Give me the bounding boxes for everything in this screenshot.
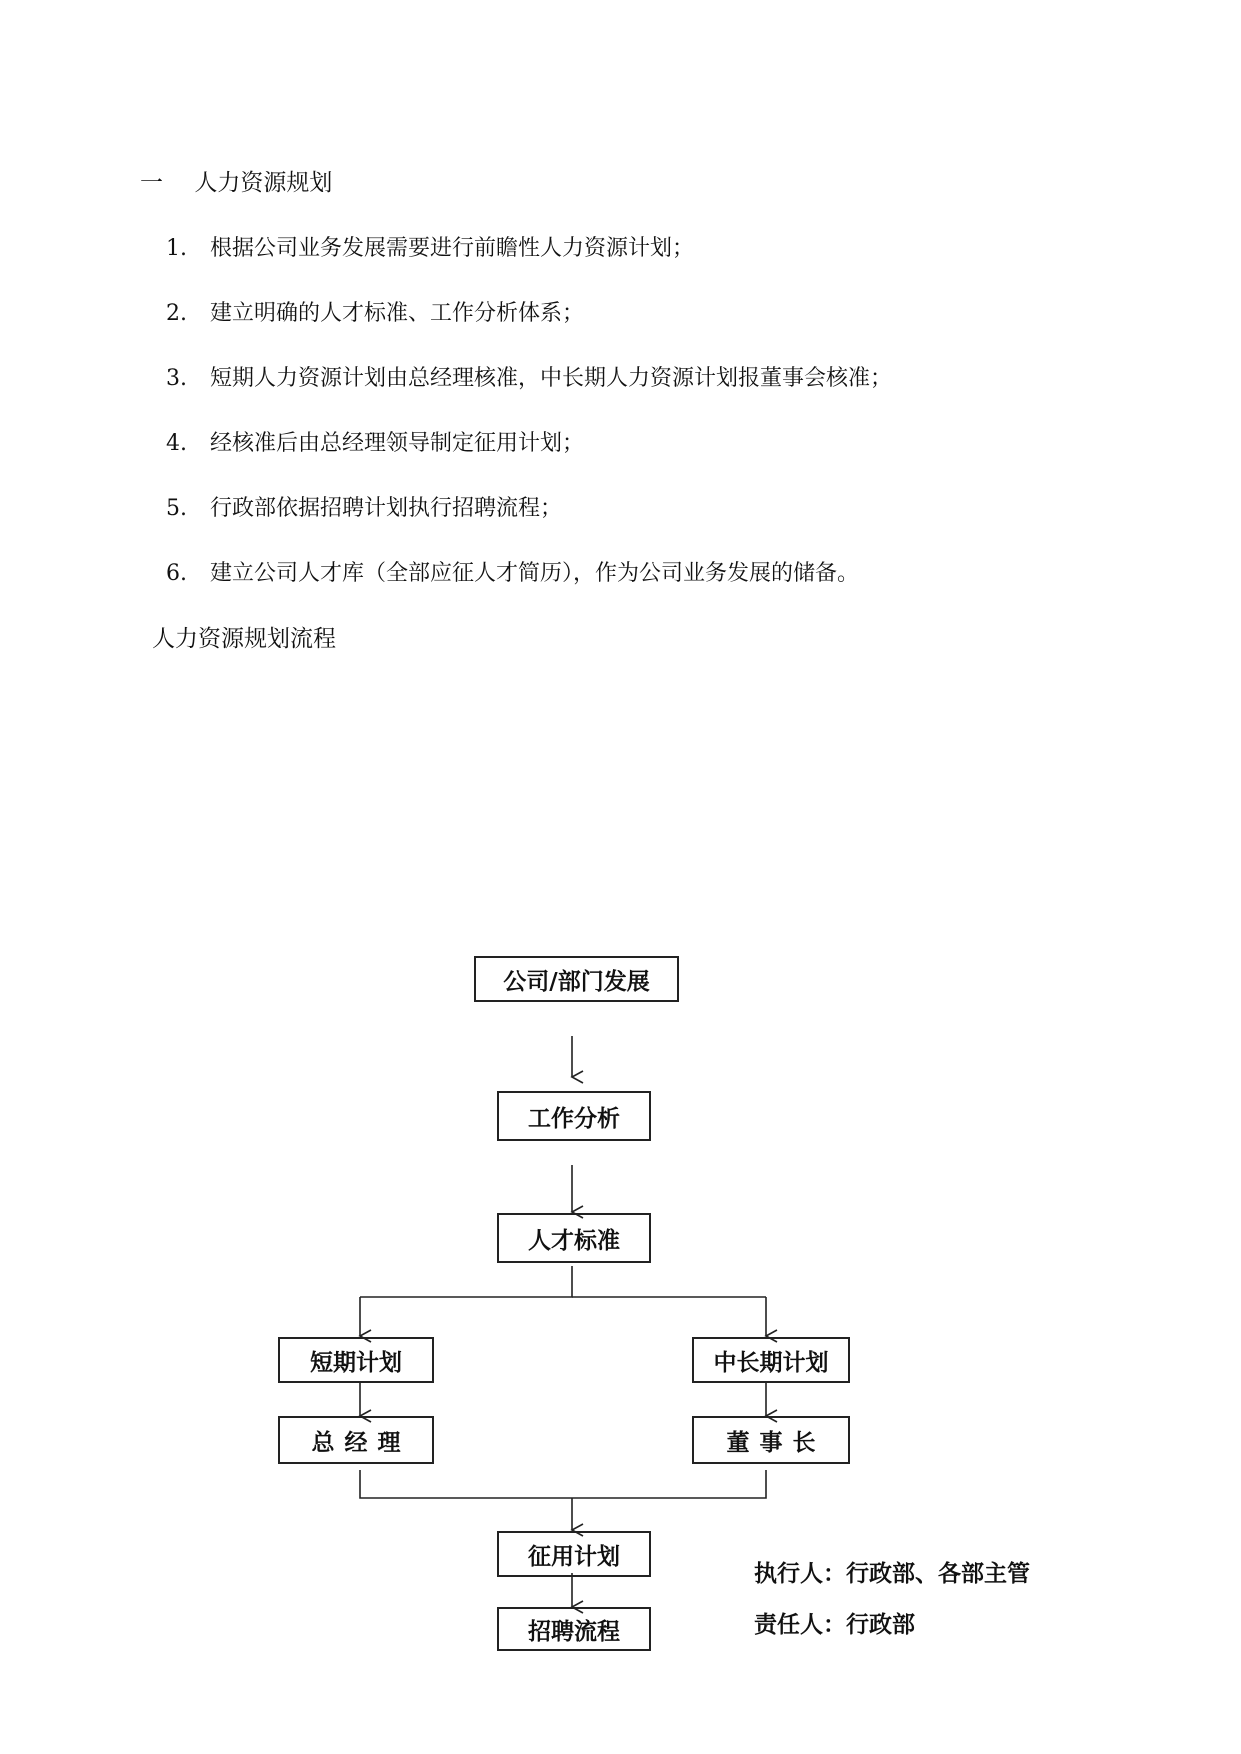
flow-node-recruitment-plan: 征用计划 bbox=[497, 1531, 651, 1577]
list-item-text: 行政部依据招聘计划执行招聘流程； bbox=[210, 496, 563, 521]
merge-line-right bbox=[572, 1470, 766, 1498]
responsible-note: 责任人：行政部 bbox=[754, 1612, 915, 1638]
section-number: 一 bbox=[140, 170, 163, 196]
flow-node-board-chairman: 董事长 bbox=[692, 1416, 850, 1464]
list-item-text: 建立公司人才库（全部应征人才简历），作为公司业务发展的储备。 bbox=[210, 561, 860, 586]
executor-note: 执行人：行政部、各部主管 bbox=[754, 1561, 1030, 1587]
list-item-number: 5. bbox=[166, 496, 187, 521]
list-item-number: 2. bbox=[166, 301, 187, 326]
list-item-number: 4. bbox=[166, 431, 187, 456]
branch-line bbox=[360, 1266, 572, 1297]
list-item-number: 6. bbox=[166, 561, 187, 586]
flow-node-general-manager: 总经理 bbox=[278, 1416, 434, 1464]
list-item-text: 建立明确的人才标准、工作分析体系； bbox=[210, 301, 585, 326]
list-item-text: 短期人力资源计划由总经理核准，中长期人力资源计划报董事会核准； bbox=[210, 366, 893, 391]
flow-title: 人力资源规划流程 bbox=[152, 626, 336, 652]
flow-node-short-term-plan: 短期计划 bbox=[278, 1337, 434, 1383]
list-item-number: 1. bbox=[166, 236, 187, 261]
flow-node-job-analysis: 工作分析 bbox=[497, 1091, 651, 1141]
flow-node-talent-standard: 人才标准 bbox=[497, 1213, 651, 1263]
list-item-text: 根据公司业务发展需要进行前瞻性人力资源计划； bbox=[210, 236, 695, 261]
list-item-text: 经核准后由总经理领导制定征用计划； bbox=[210, 431, 585, 456]
flow-node-recruitment-process: 招聘流程 bbox=[497, 1607, 651, 1651]
flow-node-company-development: 公司/部门发展 bbox=[474, 956, 679, 1002]
section-title: 人力资源规划 bbox=[194, 170, 333, 196]
flow-node-mid-long-term-plan: 中长期计划 bbox=[692, 1337, 850, 1383]
list-item-number: 3. bbox=[166, 366, 187, 391]
merge-line-left bbox=[360, 1470, 572, 1498]
